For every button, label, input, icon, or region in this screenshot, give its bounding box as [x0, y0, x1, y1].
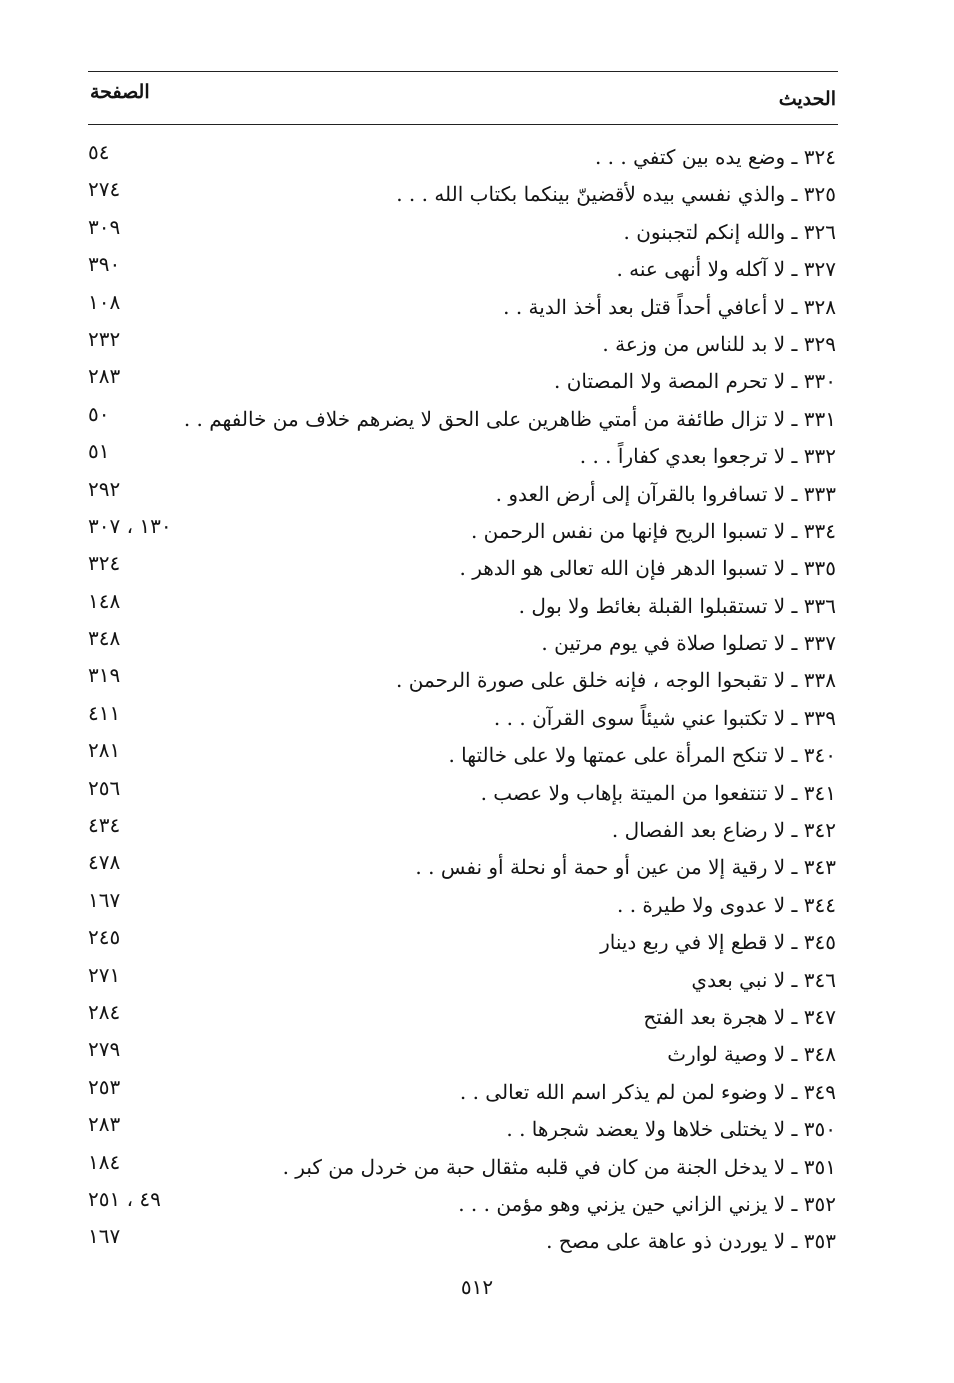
- page-reference: ١٦٧: [88, 1224, 121, 1249]
- page-reference: ٣١٩: [88, 663, 121, 688]
- hadith-text: ٣٤٢ ـ لا رضاع بعد الفصال .: [611, 818, 836, 843]
- page-reference: ٢٧٤: [88, 177, 121, 202]
- index-entry: [80, 699, 836, 736]
- hadith-text: ٣٤٩ ـ لا وضوء لمن لم يذكر اسم الله تعالى . .: [459, 1079, 836, 1104]
- page-number: ٥١٢: [460, 1275, 494, 1299]
- index-entry: [80, 512, 836, 549]
- header-bottom-rule: [88, 124, 838, 125]
- page-reference: ٥٤: [88, 140, 110, 164]
- hadith-text: ٣٥٠ ـ لا يختلى خلاها ولا يعضد شجرها . .: [506, 1117, 836, 1142]
- index-entry: [80, 587, 836, 624]
- hadith-text: ٣٢٦ ـ والله إنكم لتجبنون .: [623, 219, 836, 244]
- hadith-text: ٣٣١ ـ لا تزال طائفة من أمتي ظاهرين على الحق لا يضرهم خلاف من خالفهم . .: [183, 406, 836, 431]
- hadith-text: ٣٢٧ ـ لا آكله ولا أنهى عنه .: [616, 257, 836, 282]
- index-entry: [80, 661, 836, 698]
- index-entry: [80, 138, 836, 175]
- page-reference: ٥١: [88, 439, 110, 464]
- page-reference: ٢٥٣: [88, 1074, 121, 1099]
- page-reference: ١٤٨: [88, 588, 121, 613]
- page-reference: ٢٤٥: [88, 925, 121, 950]
- page-reference: ٤٣٤: [88, 813, 121, 838]
- index-entry: [80, 400, 836, 437]
- index-entry: [80, 325, 836, 362]
- index-entry: [80, 998, 836, 1035]
- index-entry: [80, 1148, 836, 1185]
- page-reference: ١٣٠ ، ٣٠٧: [88, 513, 172, 538]
- page-reference: ٢٣٢: [88, 326, 121, 351]
- hadith-text: ٣٤٠ ـ لا تنكح المرأة على عمتها ولا على خالتها .: [448, 743, 836, 768]
- index-entry: [80, 437, 836, 474]
- page-reference: ٤٩ ، ٢٥١: [88, 1186, 161, 1211]
- index-entry: [80, 288, 836, 325]
- page-reference: ٢٧٩: [88, 1037, 121, 1062]
- page-reference: ٢٨١: [88, 738, 121, 763]
- page-reference: ١٨٤: [88, 1149, 121, 1174]
- hadith-text: ٣٤٤ ـ لا عدوى ولا طيرة . .: [617, 892, 836, 917]
- page-reference: ٢٧١: [88, 962, 121, 987]
- hadith-text: ٣٤٦ ـ لا نبي بعدي: [691, 967, 836, 992]
- page-reference: ٣٠٩: [88, 214, 121, 239]
- index-entry: [80, 549, 836, 586]
- hadith-text: ٣٥٢ ـ لا يزني الزاني حين يزني وهو مؤمن . . .: [458, 1191, 836, 1216]
- page-reference: ٥٠: [88, 401, 110, 426]
- hadith-column-header: الحديث: [778, 88, 836, 110]
- header-top-rule: [88, 71, 838, 72]
- hadith-text: ٣٣٩ ـ لا تكتبوا عني شيئاً سوى القرآن . . .: [493, 705, 836, 730]
- hadith-index-list: [80, 138, 836, 1260]
- hadith-text: ٣٥١ ـ لا يدخل الجنة من كان في قلبه مثقال حبة من خردل من كبر .: [282, 1154, 836, 1179]
- index-entry: [80, 848, 836, 885]
- index-entry: [80, 250, 836, 287]
- index-entry: [80, 1035, 836, 1072]
- index-entry: [80, 736, 836, 773]
- hadith-text: ٣٣٢ ـ لا ترجعوا بعدي كفاراً . . .: [579, 444, 836, 469]
- hadith-text: ٣٤٥ ـ لا قطع إلا في ربع دينار: [600, 930, 836, 955]
- page-reference: ٤١١: [88, 700, 121, 725]
- page-reference: ١٦٧: [88, 887, 121, 912]
- page-reference: ٢٥٦: [88, 775, 121, 800]
- index-entry: [80, 961, 836, 998]
- page-reference: ٢٨٣: [88, 1112, 121, 1137]
- hadith-text: ٣٢٨ ـ لا أعافي أحداً قتل بعد أخذ الدية . .: [503, 294, 836, 319]
- hadith-text: ٣٤٨ ـ لا وصية لوارث: [667, 1042, 836, 1067]
- hadith-text: ٣٢٥ ـ والذي نفسي بيده لأقضينّ بينكما بكتاب الله . . .: [396, 182, 836, 207]
- index-entry: [80, 213, 836, 250]
- page-reference: ٢٨٤: [88, 999, 121, 1024]
- index-entry: [80, 923, 836, 960]
- index-entry: [80, 1073, 836, 1110]
- hadith-text: ٣٢٩ ـ لا بد للناس من وزعة .: [602, 331, 836, 356]
- page-reference: ٤٧٨: [88, 850, 121, 875]
- page-reference: ٣٤٨: [88, 626, 121, 651]
- page-reference: ٢٩٢: [88, 476, 121, 501]
- index-entry: [80, 811, 836, 848]
- hadith-text: ٣٤١ ـ لا تنتفعوا من الميتة بإهاب ولا عصب .: [480, 780, 836, 805]
- page-column-header: الصفحة: [90, 81, 150, 103]
- index-entry: [80, 886, 836, 923]
- hadith-text: ٣٣٦ ـ لا تستقبلوا القبلة بغائط ولا بول .: [518, 593, 836, 618]
- page-reference: ٣٩٠: [88, 252, 121, 277]
- page-reference: ٣٢٤: [88, 551, 121, 576]
- index-entry: [80, 1185, 836, 1222]
- hadith-text: ٣٤٧ ـ لا هجرة بعد الفتح: [643, 1004, 836, 1029]
- hadith-text: ٣٣٣ ـ لا تسافروا بالقرآن إلى أرض العدو .: [495, 481, 836, 506]
- hadith-text: ٣٣٧ ـ لا تصلوا صلاة في يوم مرتين .: [541, 631, 836, 656]
- hadith-text: ٣٣٥ ـ لا تسبوا الدهر فإن الله تعالى هو الدهر .: [459, 556, 836, 581]
- index-entry: [80, 1110, 836, 1147]
- index-entry: [80, 175, 836, 212]
- index-entry: [80, 624, 836, 661]
- index-entry: [80, 1222, 836, 1259]
- page-reference: ١٠٨: [88, 289, 121, 314]
- hadith-text: ٣٥٣ ـ لا يوردن ذو عاهة على مصح .: [546, 1229, 836, 1254]
- hadith-text: ٣٣٨ ـ لا تقبحوا الوجه ، فإنه خلق على صورة الرحمن .: [396, 668, 836, 693]
- index-entry: [80, 362, 836, 399]
- hadith-text: ٣٣٤ ـ لا تسبوا الريح فإنها من نفس الرحمن .: [470, 518, 836, 543]
- hadith-text: ٣٣٠ ـ لا تحرم المصة ولا المصتان .: [554, 369, 836, 394]
- index-entry: [80, 475, 836, 512]
- page-reference: ٢٨٣: [88, 364, 121, 389]
- hadith-text: ٣٤٣ ـ لا رقية إلا من عين أو حمة أو نحلة أو نفس . .: [415, 855, 836, 880]
- hadith-text: ٣٢٤ ـ وضع يده بين كتفي . . .: [594, 145, 836, 169]
- index-entry: [80, 774, 836, 811]
